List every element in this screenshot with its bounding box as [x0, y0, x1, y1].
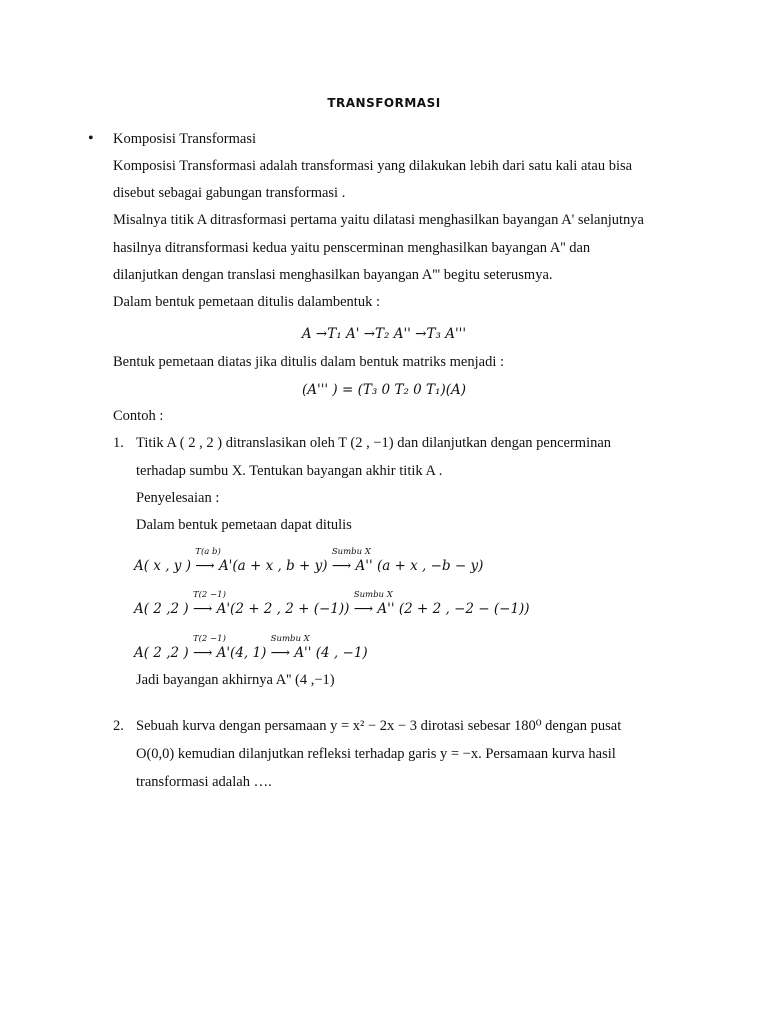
page-title: TRANSFORMASI: [327, 96, 441, 110]
paragraph-line: Komposisi Transformasi adalah transformasi yang dilakukan lebih dari satu kali atau bisa: [113, 158, 633, 174]
reflection-arrow: Sumbu X ⟶: [353, 590, 393, 617]
translation-arrow: T(a b) ⟶: [195, 547, 221, 574]
mapping-formula: A →T₁ A' →T₂ A'' →T₃ A''': [301, 326, 467, 342]
section-heading: Komposisi Transformasi: [113, 131, 257, 147]
arrow-label: T(2 −1): [192, 634, 226, 644]
step-mid: A'(4, 1): [216, 645, 267, 661]
problem-number: 2.: [113, 718, 124, 734]
contoh-label: Contoh :: [113, 408, 164, 424]
problem-text: transformasi adalah ….: [136, 774, 272, 790]
matrix-formula: (A''' ) = (T₃ 0 T₂ 0 T₁)(A): [301, 382, 466, 398]
answer-line: Jadi bayangan akhirnya A'' (4 ,−1): [136, 672, 335, 688]
paragraph-line: disebut sebagai gabungan transformasi .: [113, 185, 346, 201]
paragraph-line: hasilnya ditransformasi kedua yaitu penscerminan menghasilkan bayangan A'' dan: [113, 240, 591, 256]
translation-arrow: T(2 −1) ⟶: [192, 634, 226, 661]
arrow-label: T(2 −1): [192, 590, 226, 600]
step-start: A( x , y ): [134, 558, 191, 574]
step-start: A( 2 ,2 ): [134, 645, 189, 661]
translation-arrow: T(2 −1) ⟶: [192, 590, 226, 617]
problem-text: O(0,0) kemudian dilanjutkan refleksi terhadap garis y = −x. Persamaan kurva hasil: [136, 746, 616, 762]
solution-intro: Dalam bentuk pemetaan dapat ditulis: [136, 517, 352, 533]
step-mid: A'(2 + 2 , 2 + (−1)): [216, 601, 350, 617]
reflection-arrow: Sumbu X ⟶: [270, 634, 310, 661]
mapping-step: [134, 590, 530, 617]
solution-label: Penyelesaian :: [136, 490, 220, 506]
mapping-step: [134, 547, 484, 574]
matrix-intro: Bentuk pemetaan diatas jika ditulis dalam bentuk matriks menjadi :: [113, 354, 505, 370]
step-end: A'' (2 + 2 , −2 − (−1)): [377, 601, 530, 617]
problem-text: Titik A ( 2 , 2 ) ditranslasikan oleh T (2 , −1) dan dilanjutkan dengan pencerminan: [136, 435, 612, 451]
reflection-arrow: Sumbu X ⟶: [331, 547, 371, 574]
mapping-step: [134, 634, 368, 661]
problem-number: 1.: [113, 435, 124, 451]
problem-text: terhadap sumbu X. Tentukan bayangan akhir titik A .: [136, 463, 443, 479]
bullet-point: •: [88, 130, 94, 147]
problem-text: Sebuah kurva dengan persamaan y = x² − 2x − 3 dirotasi sebesar 180⁰ dengan pusat: [136, 718, 622, 734]
paragraph-line: Dalam bentuk pemetaan ditulis dalambentuk :: [113, 294, 380, 310]
paragraph-line: dilanjutkan dengan translasi menghasilkan bayangan A''' begitu seterusmya.: [113, 267, 553, 283]
paragraph-line: Misalnya titik A ditrasformasi pertama yaitu dilatasi menghasilkan bayangan A' selanjutnya: [113, 212, 644, 228]
arrow-label: Sumbu X: [331, 547, 371, 557]
step-start: A( 2 ,2 ): [134, 601, 189, 617]
step-mid: A'(a + x , b + y): [218, 558, 328, 574]
step-end: A'' (a + x , −b − y): [355, 558, 484, 574]
arrow-label: Sumbu X: [270, 634, 310, 644]
step-end: A'' (4 , −1): [294, 645, 368, 661]
arrow-label: T(a b): [195, 547, 221, 557]
arrow-label: Sumbu X: [353, 590, 393, 600]
